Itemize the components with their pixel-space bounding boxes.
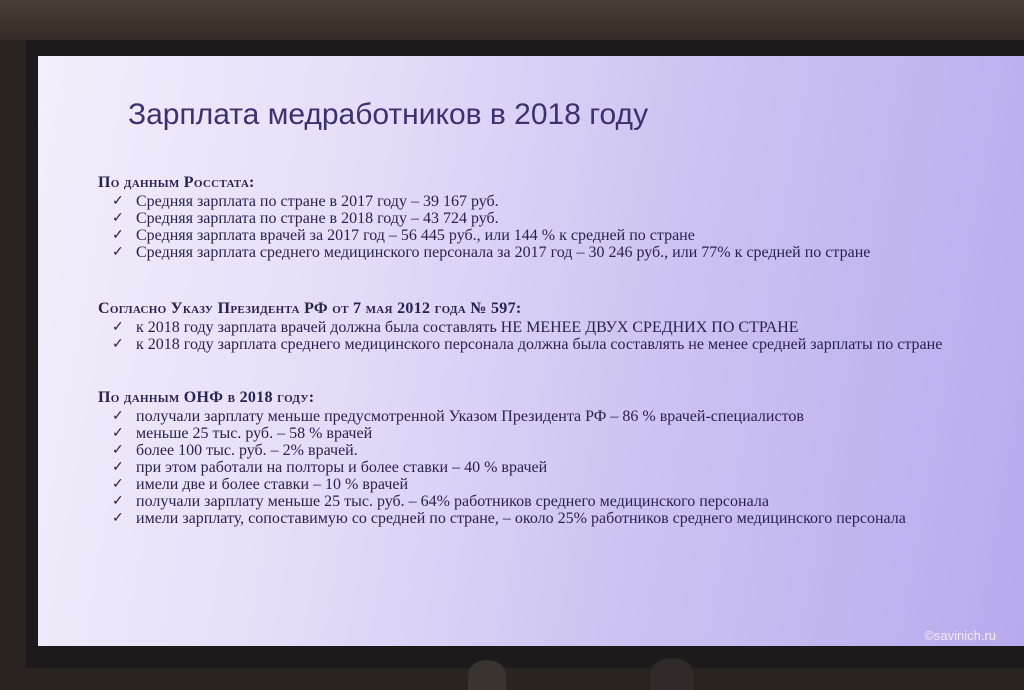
section-onf [98, 389, 998, 527]
section-heading: По данным Росстата: [98, 174, 255, 191]
check-icon: ✓ [112, 320, 124, 335]
list-item: ✓ имели зарплату, сопоставимую со средней по стране, – около 25% работников среднего медицинского персонала [112, 510, 906, 527]
check-icon: ✓ [112, 337, 124, 352]
projected-slide [38, 56, 1024, 646]
list-item: ✓ Средняя зарплата среднего медицинского персонала за 2017 год – 30 246 руб., или 77% к средней по стране [112, 244, 871, 261]
list-item: ✓ имели две и более ставки – 10 % врачей [112, 476, 409, 493]
room-wall [0, 0, 1024, 40]
slide-title: Зарплата медработников в 2018 году [128, 98, 649, 131]
list-item: ✓ Средняя зарплата по стране в 2018 году – 43 724 руб. [112, 210, 499, 227]
section-heading: Согласно Указу Президента РФ от 7 мая 2012 года № 597: [98, 300, 522, 317]
audience-head [650, 658, 694, 690]
list-item: ✓ получали зарплату меньше предусмотренной Указом Президента РФ – 86 % врачей-специалистов [112, 408, 804, 425]
check-icon: ✓ [112, 409, 124, 424]
check-icon: ✓ [112, 477, 124, 492]
list-item: ✓ меньше 25 тыс. руб. – 58 % врачей [112, 425, 373, 442]
section-heading: По данным ОНФ в 2018 году: [98, 389, 315, 406]
list-item: ✓ получали зарплату меньше 25 тыс. руб. – 64% работников среднего медицинского персонала [112, 493, 769, 510]
check-icon: ✓ [112, 211, 124, 226]
check-icon: ✓ [112, 460, 124, 475]
audience-head [468, 660, 506, 690]
list-item: ✓ к 2018 году зарплата врачей должна была составлять НЕ МЕНЕЕ ДВУХ СРЕДНИХ ПО СТРАНЕ [112, 319, 799, 336]
watermark: ©savinich.ru [924, 628, 996, 643]
section-decree [98, 300, 998, 353]
check-icon: ✓ [112, 443, 124, 458]
list-item: ✓ к 2018 году зарплата среднего медицинского персонала должна была составлять не менее средней зарплаты по стране [112, 336, 943, 353]
section-rosstat [98, 174, 998, 261]
check-icon: ✓ [112, 228, 124, 243]
check-icon: ✓ [112, 194, 124, 209]
list-item: ✓ Средняя зарплата по стране в 2017 году – 39 167 руб. [112, 193, 499, 210]
check-icon: ✓ [112, 494, 124, 509]
list-item: ✓ при этом работали на полторы и более ставки – 40 % врачей [112, 459, 548, 476]
check-icon: ✓ [112, 426, 124, 441]
list-item: ✓ Средняя зарплата врачей за 2017 год – 56 445 руб., или 144 % к средней по стране [112, 227, 695, 244]
list-item: ✓ более 100 тыс. руб. – 2% врачей. [112, 442, 358, 459]
check-icon: ✓ [112, 245, 124, 260]
check-icon: ✓ [112, 511, 124, 526]
